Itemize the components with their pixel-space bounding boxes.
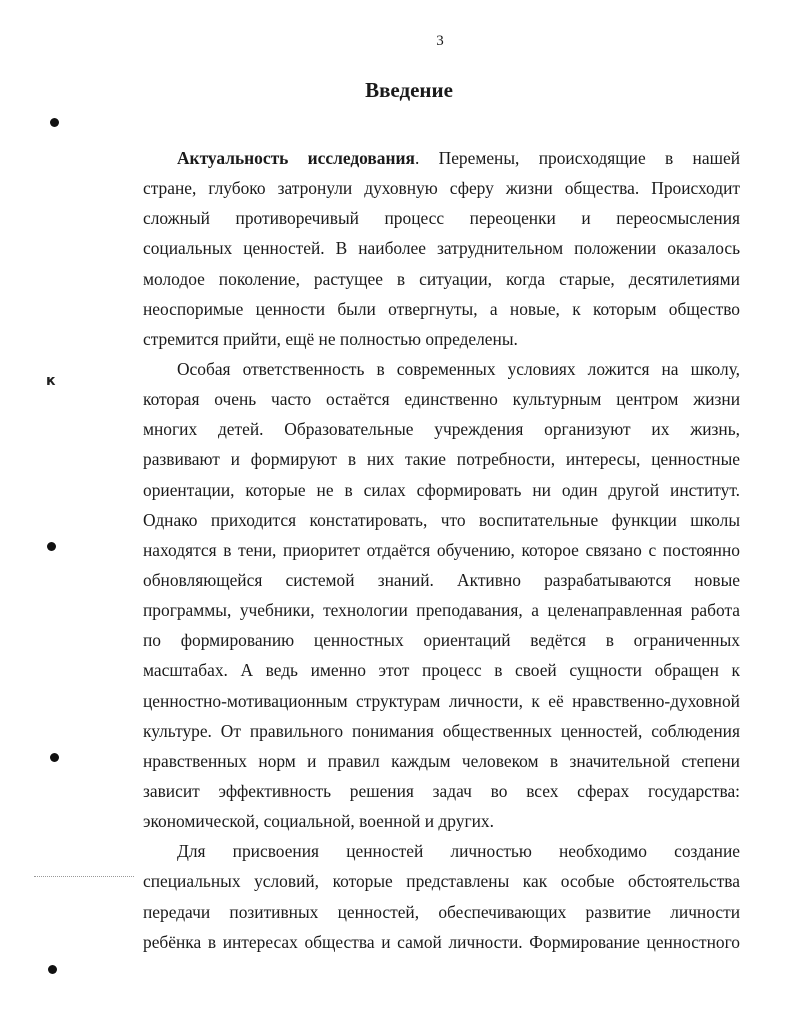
text-line: Актуальность исследования. Перемены, происходящие в нашей xyxy=(177,148,740,168)
margin-handwritten-mark: к xyxy=(46,373,56,389)
text-line: которая очень часто остаётся единственно культурным центром жизни xyxy=(143,389,740,410)
bold-lead: Актуальность исследования xyxy=(177,148,415,168)
text-line: находятся в тени, приоритет отдаётся обучению, которое связано с постоянно xyxy=(143,539,740,560)
page-number: 3 xyxy=(436,33,444,49)
text-line: ребёнка в интересах общества и самой личности. Формирование ценностного xyxy=(143,931,740,952)
margin-dot-2 xyxy=(47,542,56,551)
text-line: стремится прийти, ещё не полностью определены. xyxy=(143,328,518,349)
page-title: Введение xyxy=(365,78,453,102)
margin-dot-1 xyxy=(50,118,59,127)
margin-dot-4 xyxy=(48,965,57,974)
text-line: зависит эффективность решения задач во всех сферах государства: xyxy=(143,780,740,801)
text-line: неоспоримые ценности были отвергнуты, а новые, к которым общество xyxy=(143,298,740,319)
text-line: культуре. От правильного понимания общественных ценностей, соблюдения xyxy=(143,720,740,741)
margin-dot-3 xyxy=(50,753,59,762)
text-line: сложный противоречивый процесс переоценки и переосмысления xyxy=(143,208,740,229)
text-line: Однако приходится констатировать, что воспитательные функции школы xyxy=(143,509,740,530)
text-line: экономической, социальной, военной и других. xyxy=(143,811,494,832)
text-line: специальных условий, которые представлены как особые обстоятельства xyxy=(143,871,740,892)
text-line: Для присвоения ценностей личностью необходимо создание xyxy=(177,841,740,862)
text-line: Особая ответственность в современных условиях ложится на школу, xyxy=(177,358,740,379)
text-line: ориентации, которые не в силах сформировать ни один другой институт. xyxy=(143,479,740,500)
text-line: по формированию ценностных ориентаций ведётся в ограниченных xyxy=(143,630,740,651)
text-line: стране, глубоко затронули духовную сферу жизни общества. Происходит xyxy=(143,178,740,199)
scan-artifact-line xyxy=(34,876,134,877)
body-text xyxy=(143,143,740,957)
text-line: программы, учебники, технологии преподавания, а целенаправленная работа xyxy=(143,600,740,621)
text-line: многих детей. Образовательные учреждения организуют их жизнь, xyxy=(143,419,740,440)
text-line: обновляющейся системой знаний. Активно разрабатываются новые xyxy=(143,569,740,590)
text-line: социальных ценностей. В наиболее затруднительном положении оказалось xyxy=(143,238,740,259)
text-line: передачи позитивных ценностей, обеспечивающих развитие личности xyxy=(143,901,740,922)
text-line: молодое поколение, растущее в ситуации, когда старые, десятилетиями xyxy=(143,268,740,289)
text-line: ценностно-мотивационным структурам личности, к её нравственно-духовной xyxy=(143,690,740,711)
text-line: нравственных норм и правил каждым человеком в значительной степени xyxy=(143,750,740,771)
text-line: развивают и формируют в них такие потребности, интересы, ценностные xyxy=(143,449,740,470)
text-line: масштабах. А ведь именно этот процесс в своей сущности обращен к xyxy=(143,660,740,681)
